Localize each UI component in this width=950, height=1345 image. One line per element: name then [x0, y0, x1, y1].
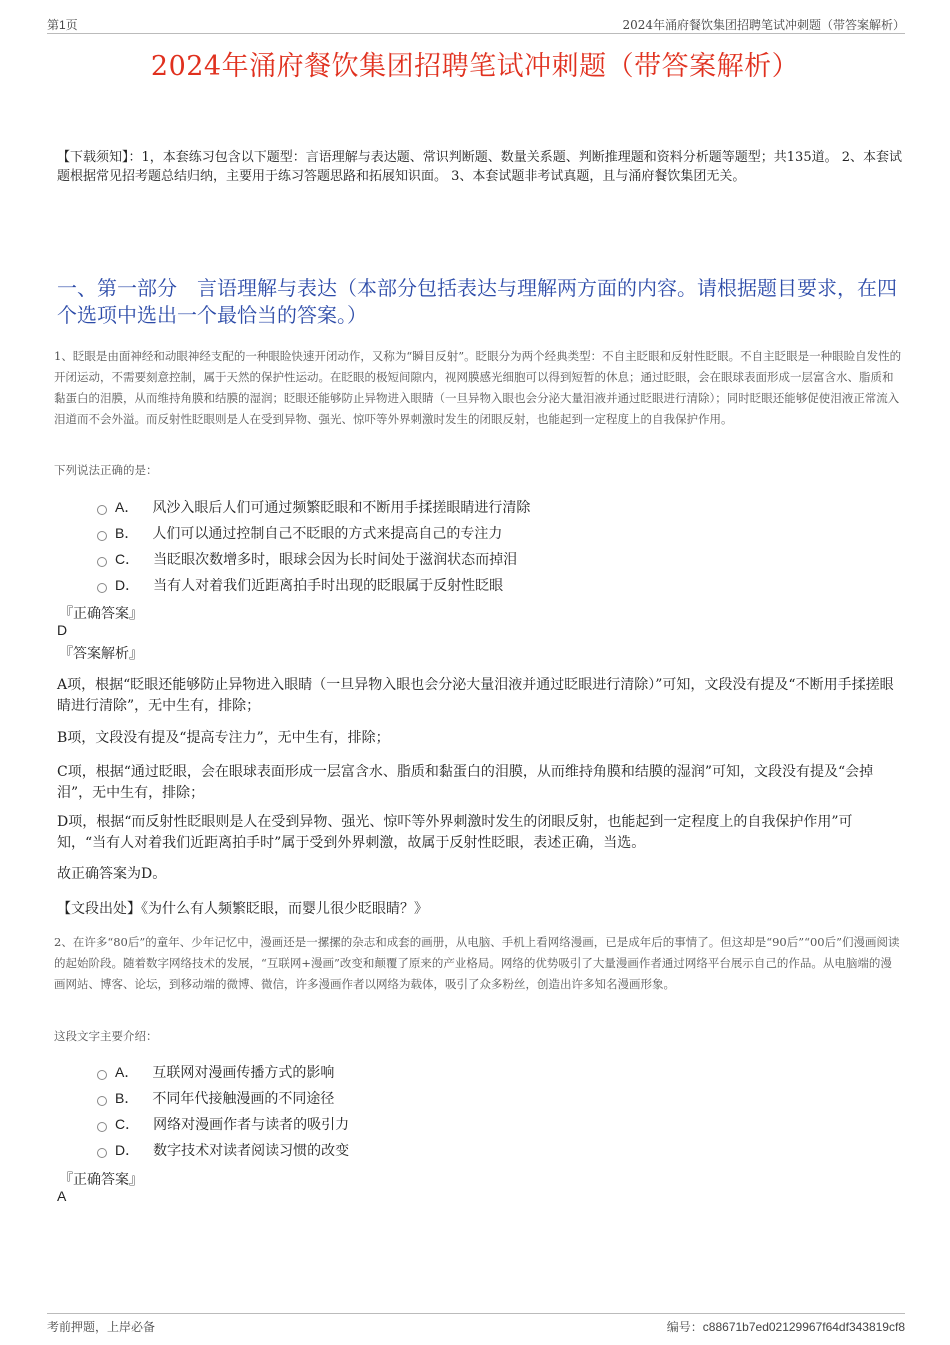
page-footer: [47, 1313, 905, 1333]
option-text: 数字技术对读者阅读习惯的改变: [153, 1143, 350, 1159]
radio-icon[interactable]: [97, 1122, 107, 1132]
option-text: 不同年代接触漫画的不同途径: [152, 1091, 335, 1107]
page-header: [47, 14, 905, 34]
download-notice: 【下载须知】：1，本套练习包含以下题型：言语理解与表达题、常识判断题、数量关系题、判断推理题和资料分析题等题型；共135道。 2、本套试题根据常见招考题总结归纳，主要用于练习答题思路和拓展知识面。 3、本套试题非考试真题，且与涌府餐饮集团无关。: [57, 150, 902, 184]
option-key: D．: [115, 1142, 140, 1158]
question-1-passage: 1、眨眼是由面神经和动眼神经支配的一种眼睑快速开闭动作，又称为“瞬目反射”。眨眼分为两个经典类型：不自主眨眼和反射性眨眼。不自主眨眼是一种眼睑自发性的开闭运动，不需要刻意控制，属于天然的保护性运动。在眨眼的极短间隙内，视网膜感光细胞可以得到短暂的休息；通过眨眼，会在眼球表面形成一层富含水、脂质和黏蛋白的泪膜，从而维持角膜和结膜的湿润；眨眼还能够防止异物进入眼睛（一旦异物入眼也会分泌大量泪液并通过眨眼进行清除）；同时眨眼还能够促使泪液正常流入泪道而不会外溢。而反射性眨眼则是人在受到异物、强光、惊吓等外界刺激时发生的闭眼反射，也能起到一定程度上的自我保护作用。: [54, 349, 902, 426]
question-2-options: [97, 1059, 897, 1163]
analysis-b: B项，文段没有提及“提高专注力”，无中生有，排除；: [57, 730, 390, 746]
option-key: B．: [115, 1090, 139, 1106]
radio-icon[interactable]: [97, 531, 107, 541]
radio-icon[interactable]: [97, 505, 107, 515]
question-2-option-a[interactable]: [97, 1059, 897, 1085]
document-title: 2024年涌府餐饮集团招聘笔试冲刺题（带答案解析）: [150, 51, 800, 82]
option-text: 当有人对着我们近距离拍手时出现的眨眼属于反射性眨眼: [153, 578, 504, 594]
question-1-answer: D: [57, 622, 68, 638]
question-1-option-a[interactable]: [97, 494, 897, 520]
option-key: D．: [115, 577, 140, 593]
analysis-c: C项，根据“通过眨眼，会在眼球表面形成一层富含水、脂质和黏蛋白的泪膜，从而维持角膜和结膜的湿润”可知，文段没有提及“会掉泪”，无中生有，排除；: [57, 764, 874, 801]
option-key: C．: [115, 551, 140, 567]
footer-slogan: 考前押题，上岸必备: [47, 1320, 156, 1334]
question-2-answer: A: [57, 1188, 67, 1204]
passage-source: 【文段出处】《为什么有人频繁眨眼，而婴儿很少眨眼睛？》: [57, 901, 428, 917]
code-label: 编号：: [666, 1320, 703, 1334]
radio-icon[interactable]: [97, 583, 107, 593]
option-text: 人们可以通过控制自己不眨眼的方式来提高自己的专注力: [152, 526, 503, 542]
document-code: [667, 1318, 905, 1335]
option-text: 当眨眼次数增多时，眼球会因为长时间处于滋润状态而掉泪: [153, 552, 518, 568]
analysis-a: A项，根据“眨眼还能够防止异物进入眼睛（一旦异物入眼也会分泌大量泪液并通过眨眼进行清除）”可知，文段没有提及“不断用手揉搓眼睛进行清除”，无中生有，排除；: [57, 677, 894, 714]
radio-icon[interactable]: [97, 1070, 107, 1080]
question-2-answer-label: 『正确答案』: [59, 1172, 143, 1188]
question-1-analysis-label: 『答案解析』: [59, 646, 143, 662]
option-text: 网络对漫画作者与读者的吸引力: [153, 1117, 350, 1133]
option-text: 互联网对漫画传播方式的影响: [152, 1065, 335, 1081]
option-key: B．: [115, 525, 139, 541]
question-1-option-d[interactable]: [97, 572, 897, 598]
option-key: C．: [115, 1116, 140, 1132]
question-2-option-b[interactable]: [97, 1085, 897, 1111]
question-2-option-c[interactable]: [97, 1111, 897, 1137]
option-text: 风沙入眼后人们可通过频繁眨眼和不断用手揉搓眼睛进行清除: [152, 500, 531, 516]
analysis-conclusion: 故正确答案为D。: [57, 866, 167, 882]
question-1-options: [97, 494, 897, 598]
section-heading: 一、第一部分 言语理解与表达（本部分包括表达与理解两方面的内容。请根据题目要求，在四个选项中选出一个最恰当的答案。）: [57, 276, 897, 327]
option-key: A．: [115, 499, 139, 515]
radio-icon[interactable]: [97, 1148, 107, 1158]
question-1-prompt: 下列说法正确的是：: [54, 463, 158, 477]
page-number: 第1页: [47, 18, 78, 32]
question-1-option-c[interactable]: [97, 546, 897, 572]
radio-icon[interactable]: [97, 1096, 107, 1106]
code-value: c88671b7ed02129967f64df343819cf8: [702, 1320, 905, 1334]
question-2-option-d[interactable]: [97, 1137, 897, 1163]
header-doc-title: 2024年涌府餐饮集团招聘笔试冲刺题（带答案解析）: [622, 18, 905, 32]
question-1-option-b[interactable]: [97, 520, 897, 546]
question-2-passage: 2、在许多“80后”的童年、少年记忆中，漫画还是一摞摞的杂志和成套的画册，从电脑、手机上看网络漫画，已是成年后的事情了。但这却是“90后”“00后”们漫画阅读的起始阶段。随着数字网络技术的发展，“互联网+漫画”改变和颠覆了原来的产业格局。网络的优势吸引了大量漫画作者通过网络平台展示自己的作品。从电脑端的漫画网站、博客、论坛，到移动端的微博、微信，许多漫画作者以网络为载体，吸引了众多粉丝，创造出许多知名漫画形象。: [54, 935, 900, 991]
question-1-answer-label: 『正确答案』: [59, 606, 143, 622]
radio-icon[interactable]: [97, 557, 107, 567]
option-key: A．: [115, 1064, 139, 1080]
analysis-d: D项，根据“而反射性眨眼则是人在受到异物、强光、惊吓等外界刺激时发生的闭眼反射，也能起到一定程度上的自我保护作用”可知，“当有人对着我们近距离拍手时”属于受到外界刺激，故属于反射性眨眼，表述正确，当选。: [57, 814, 853, 851]
question-2-prompt: 这段文字主要介绍：: [54, 1029, 158, 1043]
